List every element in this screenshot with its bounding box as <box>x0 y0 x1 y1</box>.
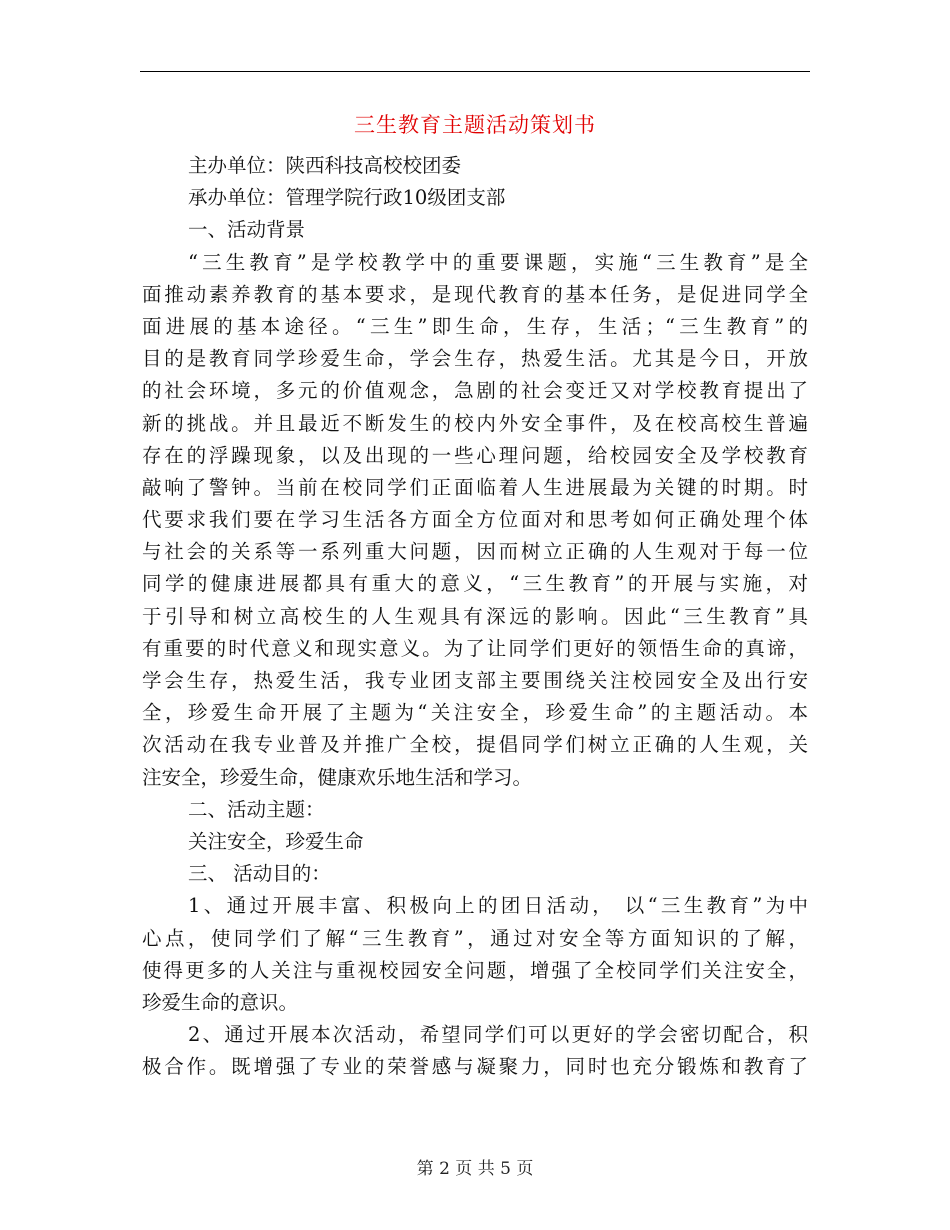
text-line: 目的是教育同学珍爱生命，学会生存，热爱生活。尤其是今日，开放 <box>142 347 808 371</box>
text-line: 于引导和树立高校生的人生观具有深远的影响。因此“三生教育”具 <box>142 604 808 628</box>
text-line: 主办单位：陕西科技高校校团委 <box>188 154 462 177</box>
document-body <box>142 150 808 1083</box>
text-line: 敲响了警钟。当前在校同学们正面临着人生进展最为关键的时期。时 <box>142 475 808 499</box>
text-line: 全，珍爱生命开展了主题为“关注安全，珍爱生命”的主题活动。本 <box>142 701 808 725</box>
text-line: 面进展的基本途径。“三生”即生命，生存，生活；“三生教育”的 <box>142 314 808 338</box>
text-line: 三、 活动目的： <box>188 862 331 886</box>
text-line: 一、活动背景 <box>188 218 306 242</box>
text-line: 承办单位：管理学院行政10级团支部 <box>188 186 506 210</box>
text-line: 同学的健康进展都具有重大的意义，“三生教育”的开展与实施，对 <box>142 572 808 596</box>
text-line: 1、通过开展丰富、积极向上的团日活动， 以“三生教育”为中 <box>188 894 808 918</box>
text-line: 珍爱生命的意识。 <box>142 990 299 1014</box>
text-line: 心点，使同学们了解“三生教育”，通过对安全等方面知识的了解， <box>142 926 808 950</box>
text-line: 次活动在我专业普及并推广全校，提倡同学们树立正确的人生观，关 <box>142 733 808 757</box>
text-line: 与社会的关系等一系列重大问题，因而树立正确的人生观对于每一位 <box>142 540 808 564</box>
text-line: 学会生存，热爱生活，我专业团支部主要围绕关注校园安全及出行安 <box>142 669 808 692</box>
text-line: 面推动素养教育的基本要求，是现代教育的基本任务，是促进同学全 <box>142 282 808 306</box>
text-line: 使得更多的人关注与重视校园安全问题，增强了全校同学们关注安全， <box>142 958 808 982</box>
text-line: 有重要的时代意义和现实意义。为了让同学们更好的领悟生命的真谛， <box>142 636 808 660</box>
text-line: 的社会环境，多元的价值观念，急剧的社会变迁又对学校教育提出了 <box>142 379 808 403</box>
text-line: 关注安全，珍爱生命 <box>188 829 364 853</box>
text-line: 新的挑战。并且最近不断发生的校内外安全事件，及在校高校生普遍 <box>142 411 808 435</box>
text-line: 注安全，珍爱生命，健康欢乐地生活和学习。 <box>142 765 533 789</box>
header-rule <box>140 71 810 72</box>
text-line: 代要求我们要在学习生活各方面全方位面对和思考如何正确处理个体 <box>142 508 808 532</box>
document-title: 三生教育主题活动策划书 <box>354 113 596 137</box>
page-number: 第 2 页 共 5 页 <box>416 1159 534 1179</box>
text-line: 存在的浮躁现象，以及出现的一些心理问题，给校园安全及学校教育 <box>142 443 808 467</box>
text-line: 极合作。既增强了专业的荣誉感与凝聚力，同时也充分锻炼和教育了 <box>142 1055 808 1079</box>
text-line: 2、通过开展本次活动，希望同学们可以更好的学会密切配合，积 <box>188 1023 808 1047</box>
text-line: “三生教育”是学校教学中的重要课题，实施“三生教育”是全 <box>188 250 808 274</box>
text-line: 二、活动主题： <box>188 797 325 821</box>
